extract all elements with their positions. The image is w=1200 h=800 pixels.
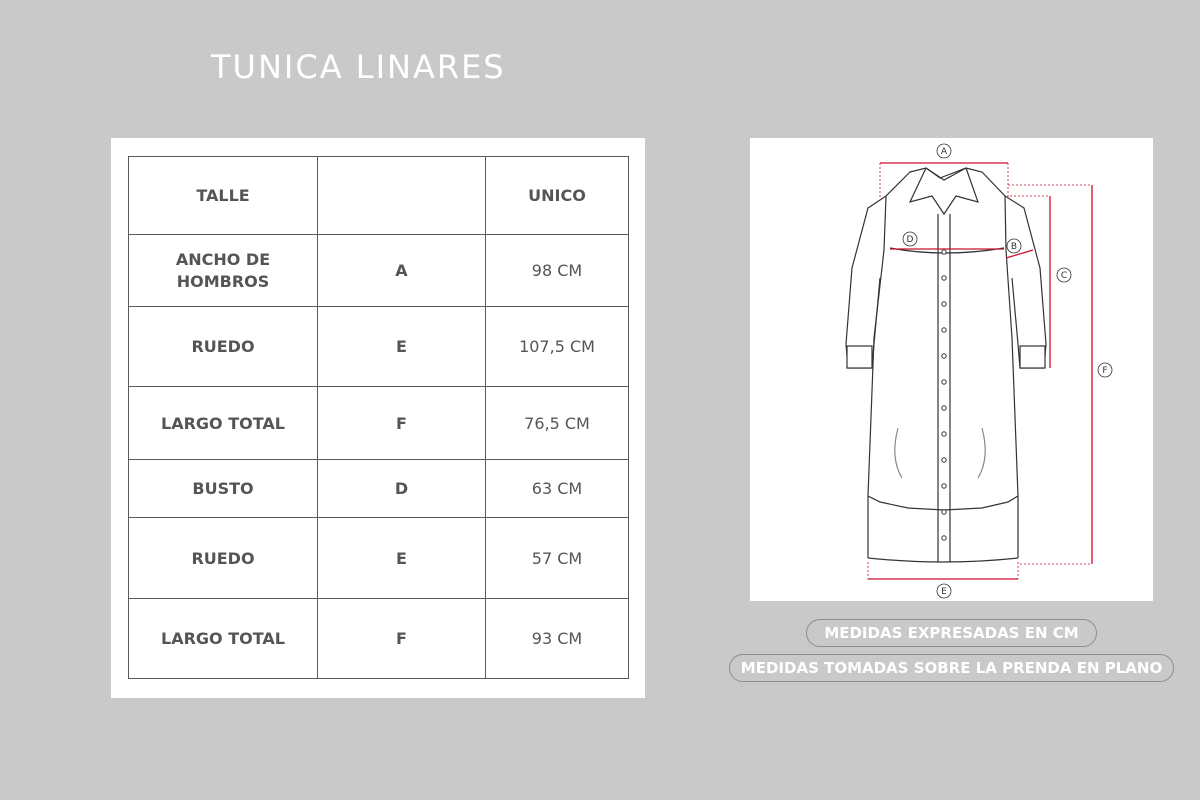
table-row bbox=[129, 235, 629, 307]
row-label: LARGO TOTAL bbox=[129, 387, 318, 460]
garment-diagram-card bbox=[750, 138, 1153, 601]
garment-outline bbox=[846, 168, 1046, 562]
row-label: RUEDO bbox=[129, 307, 318, 387]
marker-c: C bbox=[1060, 271, 1068, 281]
method-note: MEDIDAS TOMADAS SOBRE LA PRENDA EN PLANO bbox=[729, 654, 1174, 682]
row-code: F bbox=[318, 387, 486, 460]
marker-d: D bbox=[906, 235, 914, 245]
row-value: 98 CM bbox=[486, 235, 629, 307]
row-value: 57 CM bbox=[486, 518, 629, 599]
table-row bbox=[129, 599, 629, 679]
marker-b: B bbox=[1010, 242, 1018, 252]
row-value: 107,5 CM bbox=[486, 307, 629, 387]
row-code: F bbox=[318, 599, 486, 679]
row-label: RUEDO bbox=[129, 518, 318, 599]
row-value: 63 CM bbox=[486, 460, 629, 518]
table-row bbox=[129, 387, 629, 460]
row-code: E bbox=[318, 307, 486, 387]
header-value: UNICO bbox=[486, 157, 629, 235]
table-row bbox=[129, 518, 629, 599]
row-code: D bbox=[318, 460, 486, 518]
table-row bbox=[129, 460, 629, 518]
marker-a: A bbox=[940, 147, 948, 157]
table-header-row bbox=[129, 157, 629, 235]
units-note: MEDIDAS EXPRESADAS EN CM bbox=[806, 619, 1097, 647]
header-label: TALLE bbox=[129, 157, 318, 235]
page-title: TUNICA LINARES bbox=[211, 48, 506, 86]
size-table bbox=[128, 156, 629, 679]
header-code bbox=[318, 157, 486, 235]
row-label: BUSTO bbox=[129, 460, 318, 518]
marker-f: F bbox=[1102, 366, 1108, 376]
marker-e: E bbox=[941, 587, 947, 597]
size-table-card bbox=[111, 138, 645, 698]
row-code: E bbox=[318, 518, 486, 599]
row-code: A bbox=[318, 235, 486, 307]
table-row bbox=[129, 307, 629, 387]
row-label: ANCHO DE HOMBROS bbox=[129, 235, 318, 307]
row-label: LARGO TOTAL bbox=[129, 599, 318, 679]
row-value: 76,5 CM bbox=[486, 387, 629, 460]
row-value: 93 CM bbox=[486, 599, 629, 679]
garment-diagram bbox=[750, 138, 1153, 601]
